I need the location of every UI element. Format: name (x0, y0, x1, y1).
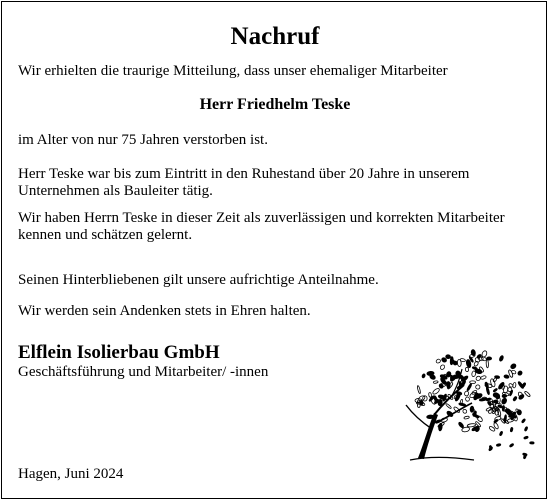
career-text: Herr Teske war bis zum Eintritt in den Ruhestand über 20 Jahre in unserem Unternehmen als Bauleiter tätig. (18, 166, 470, 199)
appreciation-text: Wir haben Herrn Teske in dieser Zeit als zuverlässigen und korrekten Mitarbeiter kennen und schätzen gelernt. (18, 210, 505, 243)
age-text: im Alter von nur 75 Jahren verstorben ist. (18, 132, 268, 148)
company-name: Elflein Isolierbau GmbH (18, 342, 220, 363)
deceased-name: Herr Friedhelm Teske (199, 96, 351, 113)
place-date: Hagen, Juni 2024 (18, 466, 124, 482)
tree-icon (390, 343, 540, 468)
company-signatories: Geschäftsführung und Mitarbeiter/ -innen (18, 364, 269, 380)
memory-text: Wir werden sein Andenken stets in Ehren halten. (18, 303, 311, 319)
condolence-text: Seinen Hinterbliebenen gilt unsere aufrichtige Anteilnahme. (18, 272, 379, 288)
notice-title: Nachruf (230, 23, 320, 50)
intro-text: Wir erhielten die traurige Mitteilung, dass unser ehemaliger Mitarbeiter (18, 63, 448, 79)
